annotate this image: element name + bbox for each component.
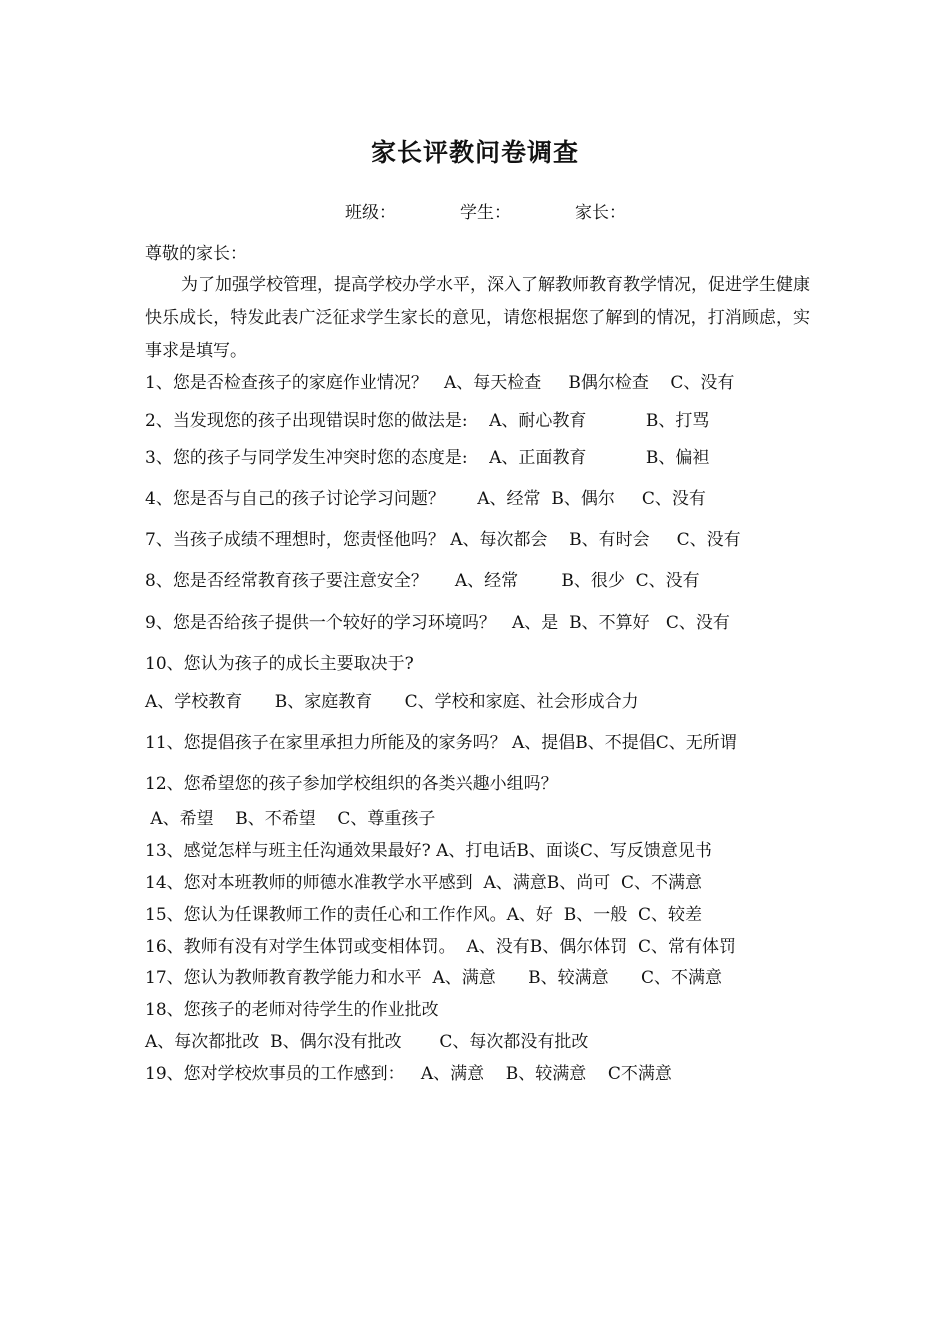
question-12: 12、您希望您的孩子参加学校组织的各类兴趣小组吗？ <box>145 774 558 794</box>
page-title: 家长评教问卷调查 <box>370 138 579 167</box>
question-2: 2、当发现您的孩子出现错误时您的做法是: A、耐心教育 B、打骂 <box>145 411 710 431</box>
question-9: 9、您是否给孩子提供一个较好的学习环境吗？ A、是 B、不算好 C、没有 <box>145 613 730 633</box>
class-label: 班级： <box>345 203 396 223</box>
question-11: 11、您提倡孩子在家里承担力所能及的家务吗？ A、提倡B、不提倡C、无所谓 <box>145 733 737 753</box>
question-4: 4、您是否与自己的孩子讨论学习问题？ A、经常 B、偶尔 C、没有 <box>145 489 706 509</box>
question-15: 15、您认为任课教师工作的责任心和工作作风。A、好 B、一般 C、较差 <box>145 905 703 925</box>
intro-paragraph: 为了加强学校管理，提高学校办学水平，深入了解教师教育教学情况，促进学生健康快乐成长，特发此表广泛征求学生家长的意见，请您根据您了解到的情况，打消顾虑，实事求是填写。 <box>145 275 810 361</box>
question-1: 1、您是否检查孩子的家庭作业情况？ A、每天检查 B偶尔检查 C、没有 <box>145 373 735 393</box>
question-10-options: A、学校教育 B、家庭教育 C、学校和家庭、社会形成合力 <box>145 692 639 712</box>
question-17: 17、您认为教师教育教学能力和水平 A、满意 B、较满意 C、不满意 <box>145 968 723 988</box>
question-7: 7、当孩子成绩不理想时，您责怪他吗？ A、每次都会 B、有时会 C、没有 <box>145 530 741 550</box>
question-8: 8、您是否经常教育孩子要注意安全？ A、经常 B、很少 C、没有 <box>145 571 700 591</box>
parent-label: 家长： <box>575 203 626 223</box>
question-18: 18、您孩子的老师对待学生的作业批改 <box>145 1000 439 1020</box>
question-13: 13、感觉怎样与班主任沟通效果最好? A、打电话B、面谈C、写反馈意见书 <box>145 841 712 861</box>
question-19: 19、您对学校炊事员的工作感到： A、满意 B、较满意 C不满意 <box>145 1064 672 1084</box>
question-14: 14、您对本班教师的师德水准教学水平感到 A、满意B、尚可 C、不满意 <box>145 873 703 893</box>
question-12-options: A、希望 B、不希望 C、尊重孩子 <box>145 809 436 829</box>
question-10: 10、您认为孩子的成长主要取决于? <box>145 654 414 674</box>
question-3: 3、您的孩子与同学发生冲突时您的态度是: A、正面教育 B、偏袒 <box>145 448 710 468</box>
question-18-options: A、每次都批改 B、偶尔没有批改 C、每次都没有批改 <box>145 1032 589 1052</box>
question-16: 16、教师有没有对学生体罚或变相体罚。 A、没有B、偶尔体罚 C、常有体罚 <box>145 937 737 957</box>
student-label: 学生： <box>460 203 511 223</box>
greeting: 尊敬的家长： <box>145 244 247 264</box>
